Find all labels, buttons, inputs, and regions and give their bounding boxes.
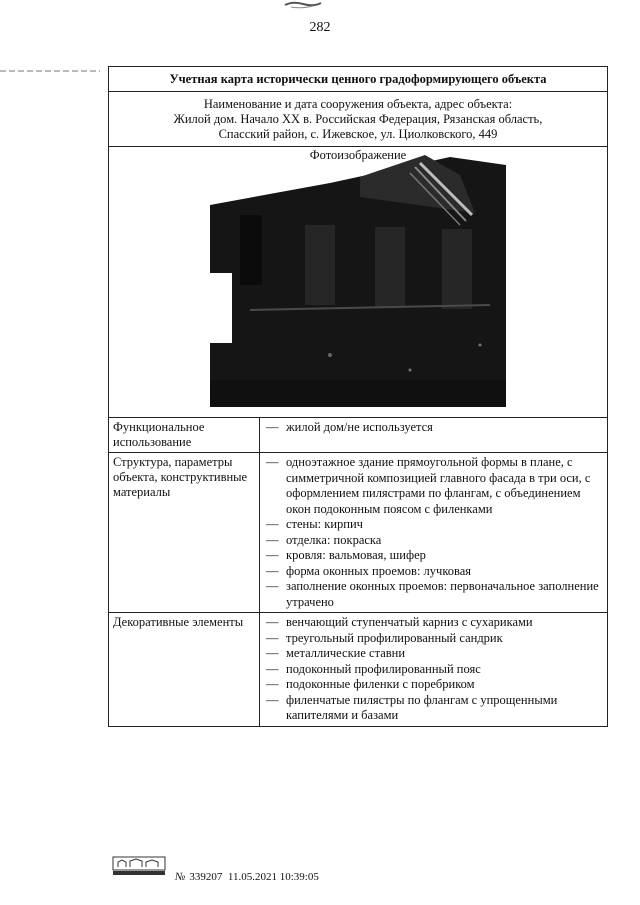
dash-bullet-icon: — <box>266 548 279 562</box>
list-item: — подоконные филенки с поребриком <box>266 677 475 691</box>
name-line-1: Жилой дом. Начало XX в. Российская Федерация, Рязанская область, <box>173 112 543 126</box>
dash-bullet-icon: — <box>266 646 279 660</box>
list-item: — подоконный профилированный пояс <box>266 661 481 676</box>
dash-bullet-icon: — <box>266 661 279 676</box>
list-item: — отделка: покраска <box>266 532 382 547</box>
dash-bullet-icon: — <box>266 455 279 469</box>
list-item: — жилой дом/не используется <box>266 420 433 434</box>
row-label: Структура, параметры объекта, конструктивные материалы <box>109 453 260 612</box>
list-item: — одноэтажное здание прямоугольной формы в плане, с симметричной композицией главного фасада в три оси, с оформлением пилястрами по флангам, с объединением окон подоконным поясом с филенками <box>266 455 591 516</box>
list-item: — заполнение оконных проемов: первоначальное заполнение утрачено <box>266 579 599 609</box>
dash-bullet-icon: — <box>266 630 279 645</box>
photo-label: Фотоизображение <box>309 148 407 162</box>
building-photo <box>210 155 506 407</box>
dash-bullet-icon: — <box>266 420 279 434</box>
dash-bullet-icon: — <box>266 563 279 578</box>
scan-artifact <box>283 0 323 10</box>
list-item: — металлические ставни <box>266 646 406 660</box>
row-label: Функциональное использование <box>109 418 260 452</box>
name-line-2: Спасский район, с. Ижевское, ул. Циолковского, 449 <box>218 127 498 141</box>
document-number: 339207 <box>189 871 223 883</box>
row-functional-use <box>109 418 607 453</box>
card-title: Учетная карта исторически ценного градоформирующего объекта <box>109 67 607 92</box>
dash-bullet-icon: — <box>266 692 279 707</box>
list-item: — треугольный профилированный сандрик <box>266 630 503 645</box>
name-header: Наименование и дата сооружения объекта, адрес объекта: <box>203 97 513 111</box>
document-datetime: 11.05.2021 10:39:05 <box>227 871 319 883</box>
dash-bullet-icon: — <box>266 615 279 629</box>
government-emblem-stamp <box>112 855 166 877</box>
list-item: — кровля: вальмовая, шифер <box>266 548 426 562</box>
row-decorative <box>109 613 607 726</box>
page-number: 282 <box>309 20 331 35</box>
photo-cell <box>109 147 607 418</box>
dash-bullet-icon: — <box>266 677 279 691</box>
dash-bullet-icon: — <box>266 532 279 547</box>
row-label: Декоративные элементы <box>109 613 260 726</box>
list-item: — форма оконных проемов: лучковая <box>266 563 472 578</box>
list-item: — стены: кирпич <box>266 517 363 531</box>
document-footer <box>175 871 319 883</box>
row-structure <box>109 453 607 613</box>
number-sign: № <box>175 871 186 883</box>
dash-bullet-icon: — <box>266 517 279 531</box>
object-name-block <box>109 92 607 147</box>
list-item: — филенчатые пилястры по флангам с упрощенными капителями и базами <box>266 692 558 722</box>
margin-mark <box>0 70 100 72</box>
dash-bullet-icon: — <box>266 579 279 593</box>
record-card <box>108 66 608 727</box>
list-item: — венчающий ступенчатый карниз с сухариками <box>266 615 533 629</box>
